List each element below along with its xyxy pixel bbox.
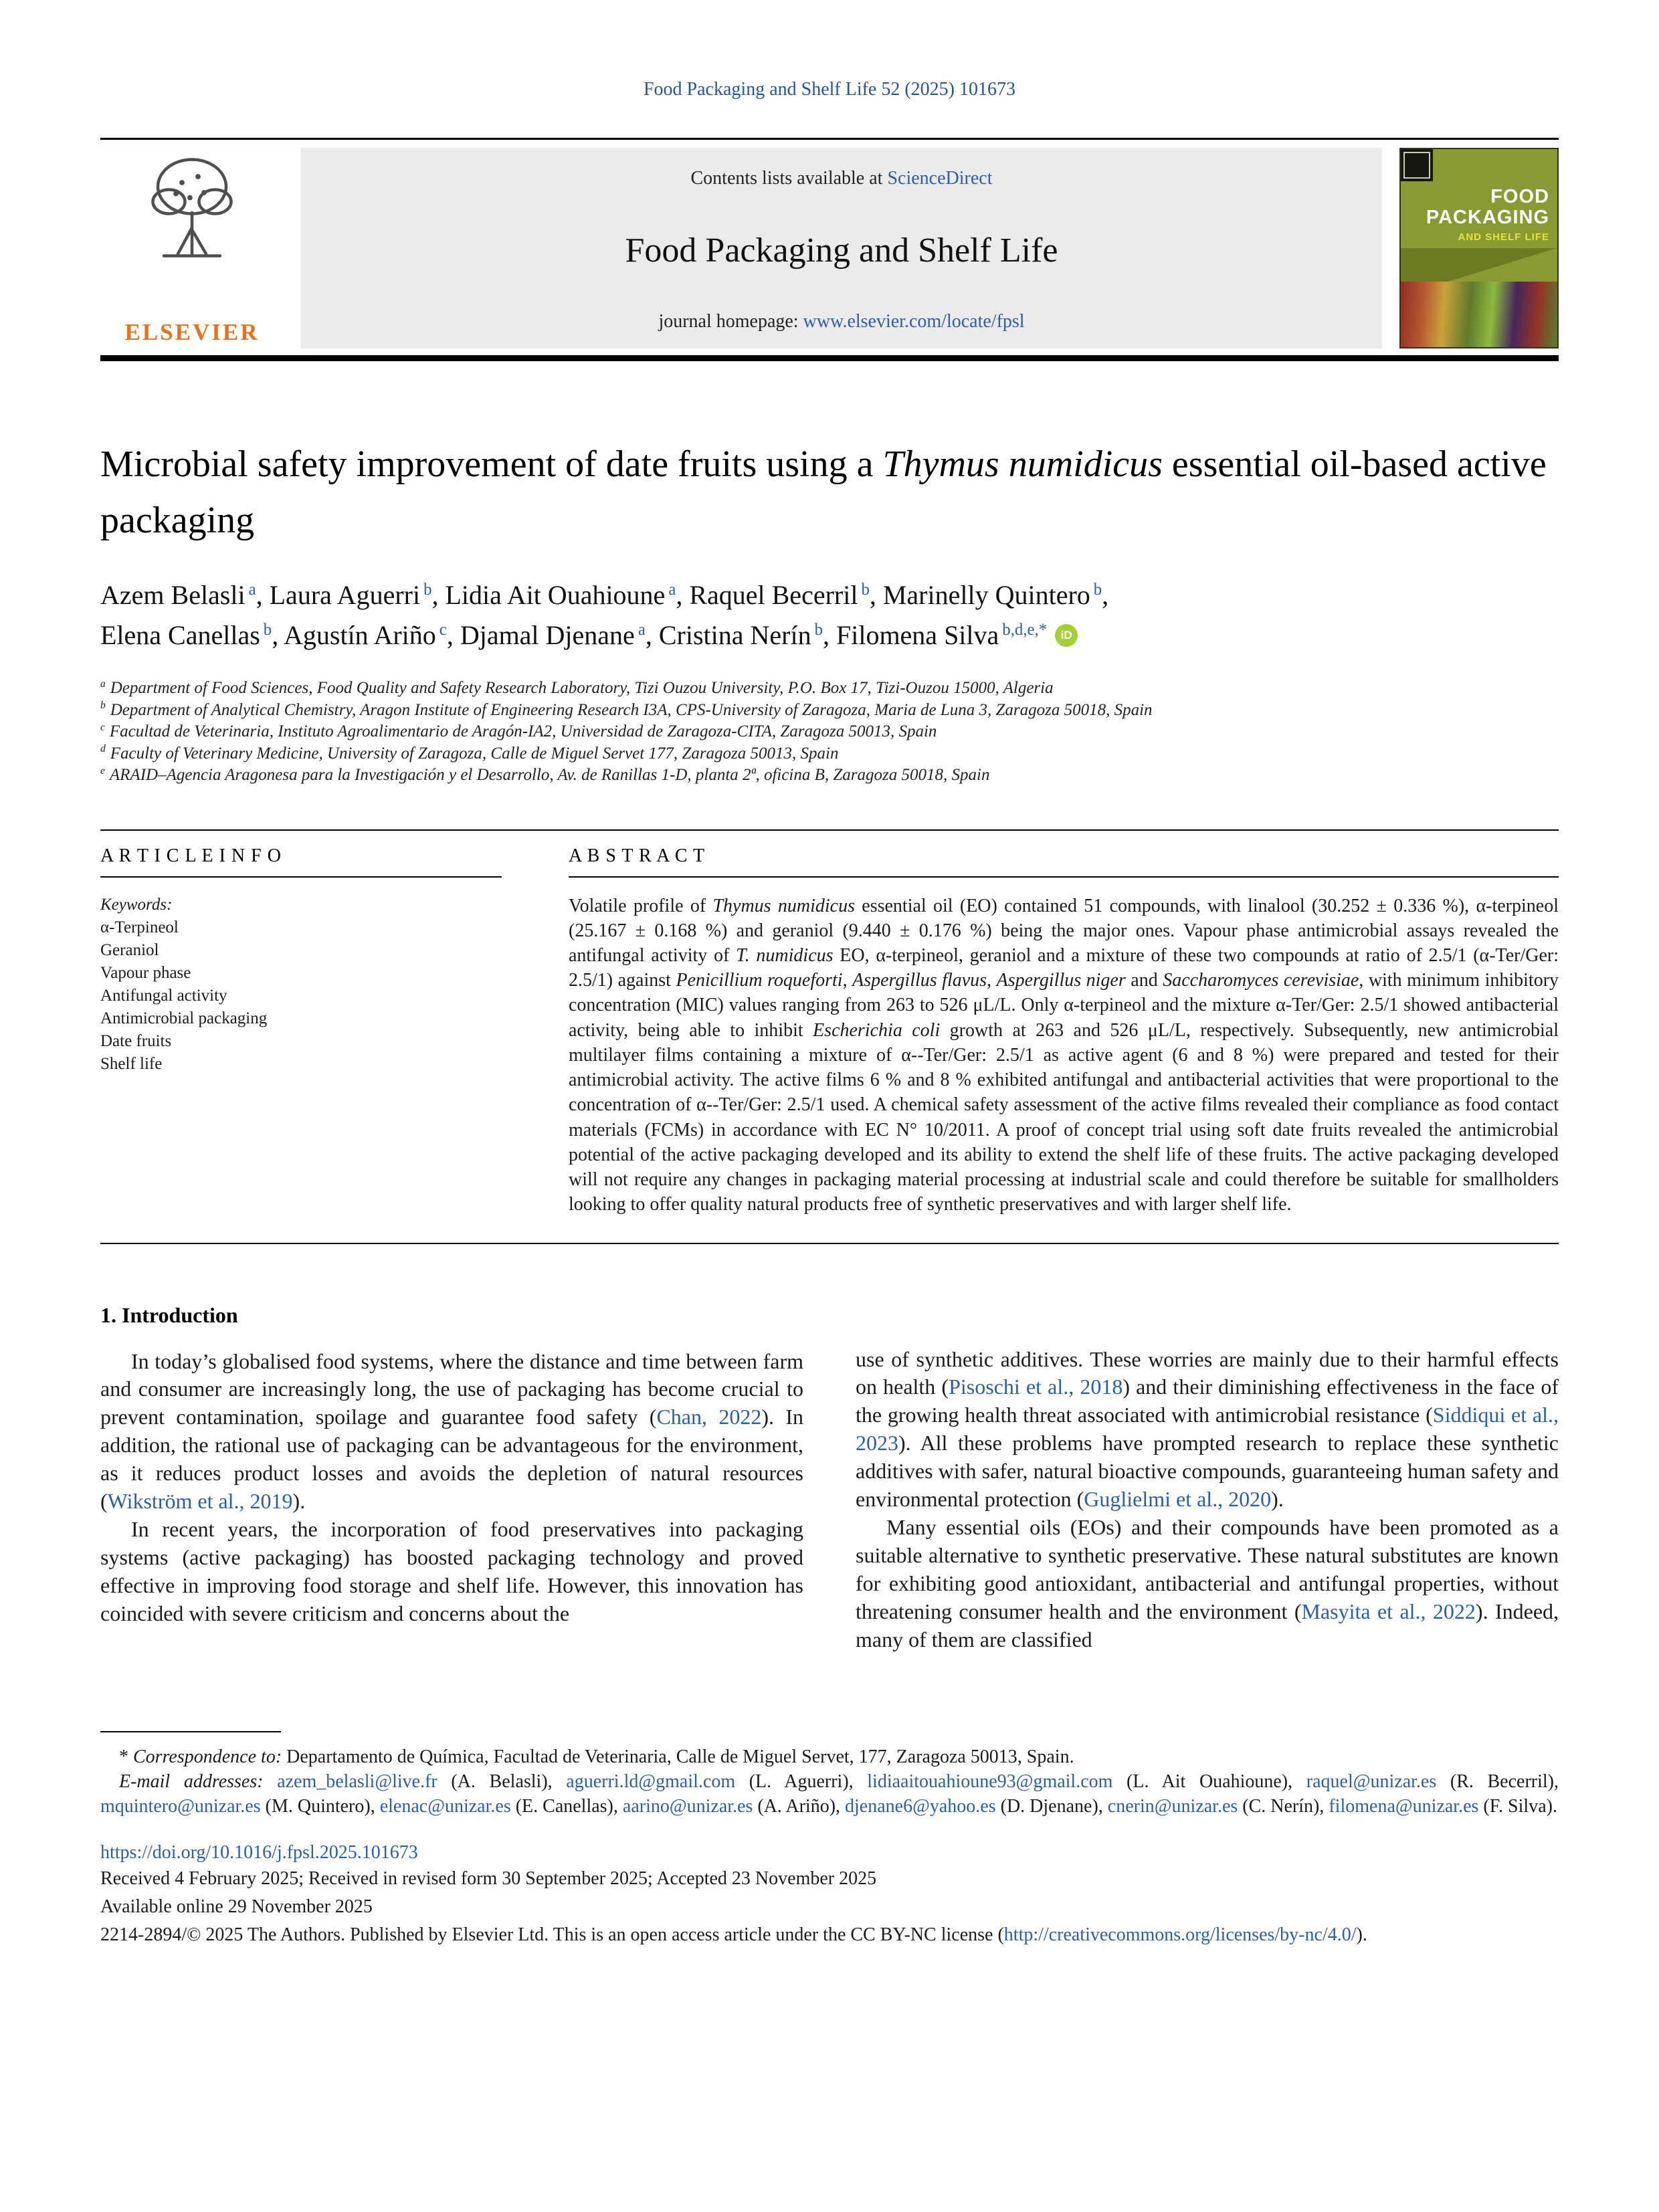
affiliation [100,765,1559,785]
text-segment: ). All these problems have prompted research to replace these synthetic additives with safer, natural bioactive compounds, guaranteeing human safety and environmental protection ( [856,1431,1559,1512]
text-segment: In recent years, the incorporation of food preservatives into packaging systems (active packaging) has boosted packaging technology and proved effective in improving food storage and shelf life. However, this innovation has coincided with severe criticism and concerns about the [100,1516,803,1625]
text-segment: , [987,970,997,991]
affiliation-text: ARAID–Agencia Aragonesa para la Investigación y el Desarrollo, Av. de Ranillas 1-D, planta 2ª, oficina B, Zaragoza 50018, Spain [109,766,990,784]
abstract-heading-rule [569,876,1559,878]
affiliation-text: Facultad de Veterinaria, Instituto Agroalimentario de Aragón-IA2, Universidad de Zaragoza-CITA, Zaragoza 50013, Spain [109,722,937,740]
text-segment: b [1093,580,1102,599]
cover-logo-corner [1401,149,1433,181]
text-segment: b [423,580,432,599]
text-link[interactable]: djenane6@yahoo.es [845,1796,996,1817]
body-left-column [100,1303,803,1654]
text-segment: b,d,e,* [1002,620,1048,639]
text-segment: Many essential oils (EOs) and their compounds have been promoted as a suitable alternative to synthetic preservative. These natural substitutes are known for exhibiting good antioxidant, antibacterial and antifungal properties, without threatening consumer health and the environment ( [856,1514,1559,1623]
email-addresses [100,1769,1559,1819]
affiliation [100,744,1559,764]
text-link[interactable]: Pisoschi et al., 2018 [949,1375,1123,1399]
received-dates: Received 4 February 2025; Received in revised form 30 September 2025; Accepted 23 November 2025 [100,1868,877,1889]
keywords-label: Keywords: [100,895,173,914]
affiliation [100,722,1559,742]
text-segment: essential oil (EO) contained 51 compounds, with linalool (30.252 ± 0.336 %), α-terpineol (25.167 ± 0.168 %) and geraniol (9.440 ± 0.176 %) being the major ones. Vapour phase antimicrobial assays revealed the antifungal activity of [569,895,1559,966]
article-info-abstract-section [100,829,1559,1244]
text-segment: , Agustín Ariño [272,620,436,650]
article-body [100,1303,1559,1654]
journal-cover-thumbnail [1399,148,1559,348]
article-info-column [100,831,502,1243]
affiliation-marker: e [100,765,105,777]
text-link[interactable]: aarino@unizar.es [622,1796,753,1817]
affiliation [100,700,1559,720]
text-link[interactable]: aguerri.ld@gmail.com [566,1771,736,1793]
text-segment: a [668,580,676,599]
text-segment: , Raquel Becerril [676,580,858,610]
affiliations [100,678,1559,785]
elsevier-wordmark: ELSEVIER [124,319,260,345]
homepage-line [658,311,1024,332]
text-segment: Microbial safety improvement of date fruits using a [100,443,883,485]
text-link[interactable]: Chan, 2022 [656,1405,762,1429]
text-segment: Penicillium roqueforti [676,970,843,991]
text-segment: and [1125,970,1163,991]
text-segment: a [248,580,256,599]
text-segment: Escherichia coli [813,1019,941,1041]
affiliation-marker: b [100,700,106,712]
text-segment: b [861,580,870,599]
body-paragraph [856,1346,1559,1514]
cover-title [1426,187,1549,243]
journal-banner [301,148,1382,348]
text-segment: Elena Canellas [100,620,260,650]
text-segment: , [842,970,853,991]
homepage-prefix: journal homepage: [658,311,803,332]
text-segment: , Filomena Silva [822,620,999,650]
text-segment: (D. Djenane), [995,1796,1108,1817]
text-segment: Thymus numidicus [882,443,1163,485]
section-heading-introduction: 1. Introduction [100,1302,238,1327]
text-link[interactable]: Guglielmi et al., 2020 [1084,1487,1272,1512]
text-segment: b [814,620,823,639]
article-info-heading-rule [100,876,502,878]
body-paragraph [856,1514,1559,1654]
affiliation [100,678,1559,698]
affiliation-marker: a [100,678,106,690]
text-segment: ). In addition, the rational use of packaging can be advantageous for the environment, as it reduces product losses and avoids the depletion of natural resources ( [100,1405,804,1514]
elsevier-logo [100,148,301,348]
text-segment: , Marinelly Quintero [869,580,1090,610]
text-link[interactable]: raquel@unizar.es [1306,1771,1437,1793]
text-segment: b [263,620,272,639]
text-segment: Aspergillus flavus [852,970,987,991]
text-segment: (A. Ariño), [753,1796,846,1817]
homepage-link[interactable]: www.elsevier.com/locate/fpsl [803,311,1025,332]
keyword: Geraniol [100,940,159,959]
text-segment: T. numidicus [736,944,834,966]
text-segment: (F. Silva). [1478,1796,1557,1817]
doi-line [100,1842,1559,1864]
text-segment: Volatile profile of [569,895,713,916]
authors-line-2-text [100,620,1047,650]
body-paragraph [100,1348,803,1516]
keyword: Shelf life [100,1054,163,1073]
text-link[interactable]: lidiaaitouahioune93@gmail.com [867,1771,1113,1793]
journal-title: Food Packaging and Shelf Life [625,231,1058,270]
text-link[interactable]: Wikström et al., 2019 [107,1489,293,1514]
text-segment: Correspondence to: [133,1746,282,1767]
affiliation-text: Department of Analytical Chemistry, Aragon Institute of Engineering Research I3A, CPS-University of Zaragoza, Maria de Luna 3, Zaragoza 50018, Spain [110,700,1153,719]
text-segment: (L. Ait Ouahioune), [1112,1771,1306,1793]
orcid-icon[interactable]: iD [1055,624,1078,647]
text-segment: , Laura Aguerri [256,580,421,610]
text-segment: (A. Belasli), [437,1771,567,1793]
text-segment: Saccharomyces cerevisiae [1163,970,1359,991]
text-link[interactable]: http://creativecommons.org/licenses/by-nc/4.0/ [1003,1924,1357,1945]
text-segment: ). Indeed, many of them are classified [856,1599,1559,1651]
text-segment: (E. Canellas), [510,1796,623,1817]
cover-photo [1401,282,1557,347]
authors-line-2 [100,615,1559,656]
text-segment: , with minimum inhibitory concentration (MIC) values ranging from 263 to 526 μL/L. Only α-terpineol and the mixture α-Ter/Ger: 2.5/1 showed antibacterial activity, being able to inhibit [569,970,1559,1041]
contents-line [691,168,993,189]
contents-prefix: Contents lists available at [690,168,888,189]
text-segment: essential oil-based active packaging [100,443,1547,541]
affiliation-marker: d [100,743,106,755]
text-segment: * [119,1746,133,1767]
footnote-separator-rule [100,1731,281,1732]
article-info-heading: A R T I C L E I N F O [100,845,282,866]
text-link[interactable]: mquintero@unizar.es [100,1796,261,1817]
keyword: Antimicrobial packaging [100,1009,268,1027]
text-link[interactable]: Masyita et al., 2022 [1301,1599,1476,1623]
text-segment: In today’s globalised food systems, where the distance and time between farm and consumer are increasingly long, the use of packaging has become crucial to prevent contamination, spoilage and guarantee food safety ( [100,1348,803,1429]
license-line [100,1922,1559,1948]
text-link[interactable]: elenac@unizar.es [379,1796,511,1817]
keyword: α-Terpineol [100,918,179,936]
text-segment: (R. Becerril), [1436,1771,1559,1793]
cover-title-line3: AND SHELF LIFE [1458,231,1549,243]
text-link[interactable]: cnerin@unizar.es [1107,1796,1238,1817]
text-segment: ). [1356,1924,1367,1945]
text-segment: Thymus numidicus [712,895,855,916]
text-segment: , Djamal Djenane [446,620,635,650]
text-link[interactable]: Siddiqui et al., 2023 [856,1403,1559,1455]
available-online: Available online 29 November 2025 [100,1896,373,1917]
elsevier-tree-icon [142,149,242,268]
keyword: Antifungal activity [100,986,227,1005]
text-segment: ). [292,1489,306,1514]
text-segment: a [638,620,646,639]
text-segment: Azem Belasli [100,580,246,610]
text-segment: (L. Aguerri), [735,1771,868,1793]
text-link[interactable]: azem_belasli@live.fr [277,1771,437,1793]
affiliation-text: Faculty of Veterinary Medicine, University of Zaragoza, Calle de Miguel Servet 177, Zaragoza 50013, Spain [110,744,839,763]
doi-link[interactable]: https://doi.org/10.1016/j.fpsl.2025.101673 [100,1841,418,1863]
text-segment: 2214-2894/© 2025 The Authors. Published by Elsevier Ltd. This is an open access article under the CC BY-NC license ( [100,1924,1004,1945]
text-segment: ) and their diminishing effectiveness in the face of the growing health threat associated with antimicrobial resistance ( [856,1375,1559,1427]
text-segment: c [439,620,447,639]
journal-citation[interactable]: Food Packaging and Shelf Life 52 (2025) 101673 [643,79,1016,100]
author-list [100,575,1559,656]
authors-line-1 [100,575,1559,615]
journal-header [100,138,1559,348]
header-rule [100,355,1559,361]
keyword: Date fruits [100,1031,172,1050]
text-segment: growth at 263 and 526 μL/L, respectively. Subsequently, new antimicrobial multilayer films containing a mixture of α--Ter/Ger: 2.5/1 as active agent (6 and 8 %) were prepared and tested for their antimicrobial activity. The active films 6 % and 8 % exhibited antifungal and antibacterial activities that were proportional to the concentration of α--Ter/Ger: 2.5/1 used. A chemical safety assessment of the active films revealed their compliance as food contact materials (FCMs) in accordance with EC N° 10/2011. A proof of concept trial using soft date fruits revealed the antimicrobial potential of the active packaging developed and its ability to extend the shelf life of these fruits. The active packaging developed will not require any changes in packaging material processing at industrial scale and could therefore be suitable for smallholders looking to offer quality natural products free of synthetic preservatives and with larger shelf life. [569,1019,1559,1215]
text-segment: (M. Quintero), [260,1796,380,1817]
cover-title-line1: FOOD [1490,186,1549,207]
cover-title-line2: PACKAGING [1426,207,1549,229]
affiliation-marker: c [100,721,105,733]
text-segment: , Lidia Ait Ouahioune [431,580,666,610]
keyword: Vapour phase [100,963,191,982]
affiliation-text: Department of Food Sciences, Food Quality and Safety Research Laboratory, Tizi Ouzou University, P.O. Box 17, Tizi-Ouzou 15000, Algeria [110,679,1054,697]
text-segment: EO, α-terpineol, geraniol and a mixture of these two compounds at ratio of 2.5/1 (α-Ter/Ger: 2.5/1) against [569,944,1559,991]
abstract-heading: A B S T R A C T [569,845,706,866]
body-right-column [856,1303,1559,1654]
text-segment: (C. Nerín), [1238,1796,1329,1817]
text-segment: Aspergillus niger [996,970,1126,991]
correspondence-note [100,1744,1559,1769]
sciencedirect-link[interactable]: ScienceDirect [887,168,993,189]
text-segment: use of synthetic additives. These worries are mainly due to their harmful effects on health ( [856,1346,1559,1399]
text-segment: , Cristina Nerín [645,620,811,650]
text-segment: Departamento de Química, Facultad de Veterinaria, Calle de Miguel Servet, 177, Zaragoza 50013, Spain. [282,1746,1074,1767]
text-link[interactable]: filomena@unizar.es [1329,1796,1479,1817]
text-segment: ). [1271,1487,1284,1512]
footnotes [100,1731,1559,1967]
abstract-text [569,894,1559,1217]
text-segment: E-mail addresses: [119,1771,278,1793]
body-paragraph [100,1516,803,1628]
text-segment: , [1102,580,1109,610]
article-title [100,436,1559,548]
abstract-column [569,831,1559,1243]
